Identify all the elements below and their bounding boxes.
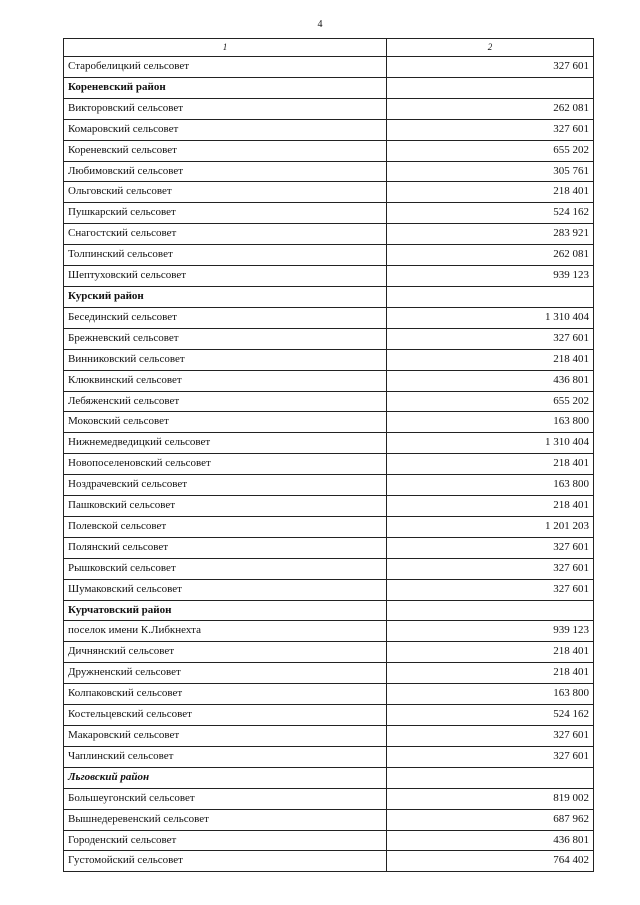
amount-cell: 327 601 bbox=[387, 726, 594, 747]
settlement-name: Старобелицкий сельсовет bbox=[64, 57, 387, 78]
settlement-name: Колпаковский сельсовет bbox=[64, 684, 387, 705]
table-row bbox=[64, 788, 594, 809]
amount-cell: 262 081 bbox=[387, 98, 594, 119]
settlement-name: Лебяженский сельсовет bbox=[64, 391, 387, 412]
allocation-table bbox=[63, 38, 594, 872]
settlement-name: Нижнемедведицкий сельсовет bbox=[64, 433, 387, 454]
settlement-name: Комаровский сельсовет bbox=[64, 119, 387, 140]
amount-cell: 764 402 bbox=[387, 851, 594, 872]
settlement-name: Макаровский сельсовет bbox=[64, 726, 387, 747]
table-row bbox=[64, 349, 594, 370]
table-row bbox=[64, 516, 594, 537]
table-row bbox=[64, 809, 594, 830]
table-row bbox=[64, 370, 594, 391]
settlement-name: Костельцевский сельсовет bbox=[64, 705, 387, 726]
table-body bbox=[64, 57, 594, 872]
table-row bbox=[64, 307, 594, 328]
settlement-name: Новопоселеновский сельсовет bbox=[64, 454, 387, 475]
amount-cell: 939 123 bbox=[387, 266, 594, 287]
amount-cell: 163 800 bbox=[387, 684, 594, 705]
settlement-name: Городенский сельсовет bbox=[64, 830, 387, 851]
table-row bbox=[64, 266, 594, 287]
amount-cell: 218 401 bbox=[387, 642, 594, 663]
column-header-2: 2 bbox=[387, 39, 594, 57]
table-row bbox=[64, 851, 594, 872]
settlement-name: Кореневский сельсовет bbox=[64, 140, 387, 161]
amount-cell: 436 801 bbox=[387, 830, 594, 851]
settlement-name: Викторовский сельсовет bbox=[64, 98, 387, 119]
amount-cell: 819 002 bbox=[387, 788, 594, 809]
table-row bbox=[64, 746, 594, 767]
settlement-name: Брежневский сельсовет bbox=[64, 328, 387, 349]
amount-cell: 327 601 bbox=[387, 579, 594, 600]
settlement-name: Густомойский сельсовет bbox=[64, 851, 387, 872]
table-row bbox=[64, 203, 594, 224]
settlement-name: Вышнедеревенский сельсовет bbox=[64, 809, 387, 830]
settlement-name: Дружненский сельсовет bbox=[64, 663, 387, 684]
table-row bbox=[64, 140, 594, 161]
table-row bbox=[64, 621, 594, 642]
settlement-name: поселок имени К.Либкнехта bbox=[64, 621, 387, 642]
table-row bbox=[64, 830, 594, 851]
table-row bbox=[64, 412, 594, 433]
settlement-name: Большеугонский сельсовет bbox=[64, 788, 387, 809]
district-header-row bbox=[64, 600, 594, 621]
amount-cell: 1 310 404 bbox=[387, 433, 594, 454]
settlement-name: Толпинский сельсовет bbox=[64, 245, 387, 266]
table-row bbox=[64, 537, 594, 558]
amount-cell: 939 123 bbox=[387, 621, 594, 642]
settlement-name: Шумаковский сельсовет bbox=[64, 579, 387, 600]
amount-cell: 305 761 bbox=[387, 161, 594, 182]
amount-cell bbox=[387, 286, 594, 307]
page-number: 4 bbox=[317, 19, 323, 30]
table-header-row bbox=[64, 39, 594, 57]
amount-cell: 283 921 bbox=[387, 224, 594, 245]
settlement-name: Полянский сельсовет bbox=[64, 537, 387, 558]
district-header-row bbox=[64, 767, 594, 788]
amount-cell: 655 202 bbox=[387, 140, 594, 161]
district-header-row bbox=[64, 286, 594, 307]
amount-cell: 327 601 bbox=[387, 328, 594, 349]
table-row bbox=[64, 558, 594, 579]
amount-cell: 218 401 bbox=[387, 349, 594, 370]
amount-cell: 1 201 203 bbox=[387, 516, 594, 537]
settlement-name: Рышковский сельсовет bbox=[64, 558, 387, 579]
amount-cell: 436 801 bbox=[387, 370, 594, 391]
district-name: Кореневский район bbox=[64, 77, 387, 98]
settlement-name: Ноздрачевский сельсовет bbox=[64, 475, 387, 496]
table-row bbox=[64, 454, 594, 475]
table-row bbox=[64, 579, 594, 600]
settlement-name: Шептуховский сельсовет bbox=[64, 266, 387, 287]
amount-cell: 327 601 bbox=[387, 558, 594, 579]
settlement-name: Моковский сельсовет bbox=[64, 412, 387, 433]
amount-cell: 524 162 bbox=[387, 705, 594, 726]
table-row bbox=[64, 161, 594, 182]
settlement-name: Клюквинский сельсовет bbox=[64, 370, 387, 391]
table-row bbox=[64, 433, 594, 454]
table-row bbox=[64, 726, 594, 747]
table-row bbox=[64, 119, 594, 140]
table-row bbox=[64, 663, 594, 684]
amount-cell: 687 962 bbox=[387, 809, 594, 830]
amount-cell: 262 081 bbox=[387, 245, 594, 266]
amount-cell: 1 310 404 bbox=[387, 307, 594, 328]
amount-cell bbox=[387, 767, 594, 788]
table-row bbox=[64, 182, 594, 203]
amount-cell: 218 401 bbox=[387, 496, 594, 517]
settlement-name: Полевской сельсовет bbox=[64, 516, 387, 537]
amount-cell: 163 800 bbox=[387, 475, 594, 496]
amount-cell: 218 401 bbox=[387, 454, 594, 475]
settlement-name: Винниковский сельсовет bbox=[64, 349, 387, 370]
amount-cell: 327 601 bbox=[387, 537, 594, 558]
district-name: Курский район bbox=[64, 286, 387, 307]
district-header-row bbox=[64, 77, 594, 98]
settlement-name: Пушкарский сельсовет bbox=[64, 203, 387, 224]
table-row bbox=[64, 705, 594, 726]
table-row bbox=[64, 57, 594, 78]
amount-cell: 218 401 bbox=[387, 663, 594, 684]
table-row bbox=[64, 475, 594, 496]
amount-cell: 327 601 bbox=[387, 57, 594, 78]
table-row bbox=[64, 391, 594, 412]
table-row bbox=[64, 245, 594, 266]
amount-cell bbox=[387, 600, 594, 621]
table-row bbox=[64, 98, 594, 119]
amount-cell: 327 601 bbox=[387, 119, 594, 140]
settlement-name: Чаплинский сельсовет bbox=[64, 746, 387, 767]
amount-cell: 163 800 bbox=[387, 412, 594, 433]
settlement-name: Пашковский сельсовет bbox=[64, 496, 387, 517]
amount-cell bbox=[387, 77, 594, 98]
table-row bbox=[64, 328, 594, 349]
table-row bbox=[64, 642, 594, 663]
settlement-name: Дичнянский сельсовет bbox=[64, 642, 387, 663]
amount-cell: 218 401 bbox=[387, 182, 594, 203]
column-header-1: 1 bbox=[64, 39, 387, 57]
table-row bbox=[64, 684, 594, 705]
settlement-name: Ольговский сельсовет bbox=[64, 182, 387, 203]
settlement-name: Бесединский сельсовет bbox=[64, 307, 387, 328]
district-name: Льговский район bbox=[64, 767, 387, 788]
settlement-name: Снагостский сельсовет bbox=[64, 224, 387, 245]
amount-cell: 524 162 bbox=[387, 203, 594, 224]
amount-cell: 655 202 bbox=[387, 391, 594, 412]
amount-cell: 327 601 bbox=[387, 746, 594, 767]
district-name: Курчатовский район bbox=[64, 600, 387, 621]
settlement-name: Любимовский сельсовет bbox=[64, 161, 387, 182]
table-row bbox=[64, 224, 594, 245]
table-row bbox=[64, 496, 594, 517]
